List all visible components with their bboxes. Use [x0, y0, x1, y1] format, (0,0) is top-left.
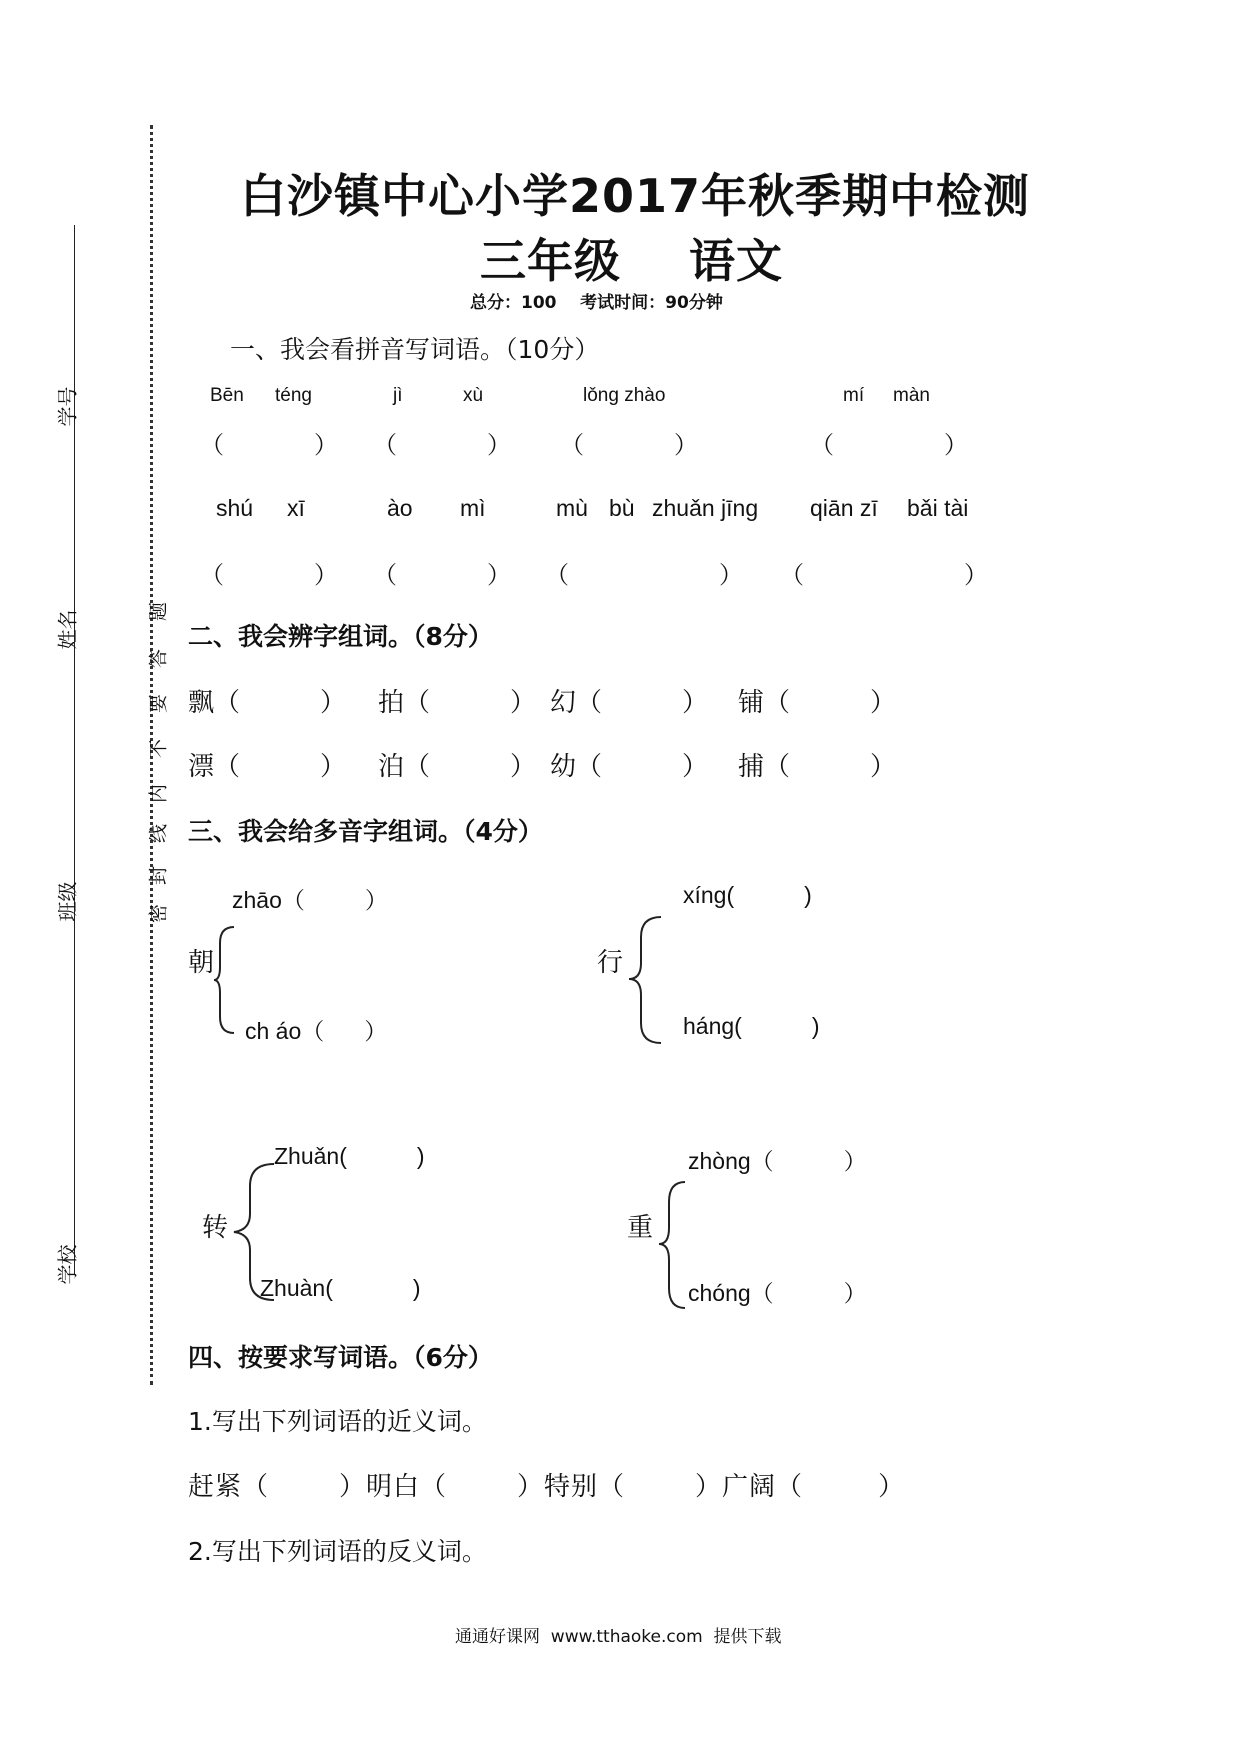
section3-title: 三、我会给多音字组词。（4分） — [188, 817, 543, 846]
name-label: 姓名 — [55, 609, 80, 650]
exam-title: 白沙镇中心小学2017年秋季期中检测 — [240, 169, 1031, 223]
char-item[interactable]: 泊（ ） — [378, 752, 537, 782]
binding-line — [74, 225, 75, 1275]
pinyin: xī — [287, 495, 305, 521]
answer-blank[interactable]: （ ） — [810, 431, 968, 459]
section2-title: 二、我会辨字组词。（8分） — [188, 622, 493, 651]
curly-brace — [657, 1180, 687, 1310]
warning-char: 线 — [147, 824, 170, 844]
polyphone-reading[interactable]: háng( ) — [683, 1013, 820, 1039]
polyphone-reading[interactable]: Zhuàn( ) — [260, 1275, 421, 1301]
char-item[interactable]: 幼（ ） — [550, 752, 709, 782]
pinyin: màn — [893, 385, 930, 406]
char-item[interactable]: 拍（ ） — [378, 688, 537, 718]
warning-char: 密 — [147, 904, 170, 924]
curly-brace — [627, 915, 663, 1045]
pinyin: jì — [393, 385, 403, 406]
char-item[interactable]: 捕（ ） — [738, 752, 897, 782]
polyphone-reading[interactable]: ch áo（ ） — [245, 1018, 388, 1044]
polyphone-char: 重 — [627, 1213, 654, 1243]
pinyin: mí — [843, 385, 865, 406]
answer-blank[interactable]: （ ） — [373, 561, 511, 589]
student-no-label: 学号 — [55, 386, 80, 427]
char-item[interactable]: 飘（ ） — [188, 688, 347, 718]
section1-title: 一、我会看拼音写词语。（10分） — [230, 335, 600, 364]
answer-blank[interactable]: （ ） — [373, 431, 511, 459]
answer-blank[interactable]: （ ） — [200, 431, 338, 459]
polyphone-reading[interactable]: chóng（ ） — [688, 1280, 867, 1306]
warning-char: 题 — [147, 602, 170, 622]
pinyin: xù — [463, 385, 484, 406]
footer-source: 通通好课网 www.tthaoke.com 提供下载 — [455, 1627, 782, 1647]
question-antonyms: 2.写出下列词语的反义词。 — [188, 1537, 487, 1566]
pinyin: bù — [609, 495, 635, 521]
synonym-row[interactable]: 赶紧（ ）明白（ ）特别（ ）广阔（ ） — [188, 1472, 906, 1502]
polyphone-reading[interactable]: xíng( ) — [683, 882, 812, 908]
school-label: 学校 — [55, 1244, 80, 1285]
pinyin: mì — [460, 495, 486, 521]
answer-blank[interactable]: （ ） — [545, 561, 743, 589]
polyphone-reading[interactable]: zhòng（ ） — [688, 1148, 867, 1174]
section4-title: 四、按要求写词语。（6分） — [188, 1343, 493, 1372]
char-item[interactable]: 铺（ ） — [738, 688, 897, 718]
exam-meta: 总分：100 考试时间：90分钟 — [470, 293, 723, 313]
curly-brace — [212, 925, 236, 1035]
warning-char: 内 — [147, 784, 170, 804]
warning-char: 不 — [147, 739, 170, 759]
pinyin: Bēn — [210, 385, 244, 406]
polyphone-reading[interactable]: zhāo（ ） — [232, 887, 388, 913]
class-label: 班级 — [55, 881, 80, 922]
question-synonyms: 1.写出下列词语的近义词。 — [188, 1407, 487, 1436]
exam-subtitle: 三年级 语文 — [480, 234, 784, 288]
answer-blank[interactable]: （ ） — [560, 431, 698, 459]
polyphone-char: 转 — [202, 1213, 229, 1243]
polyphone-reading[interactable]: Zhuǎn( ) — [274, 1143, 425, 1169]
answer-blank[interactable]: （ ） — [780, 561, 988, 589]
pinyin: zhuǎn jīng — [652, 495, 759, 521]
pinyin: téng — [275, 385, 312, 406]
pinyin: mù — [556, 495, 588, 521]
warning-char: 答 — [147, 649, 170, 669]
char-item[interactable]: 漂（ ） — [188, 752, 347, 782]
polyphone-char: 朝 — [188, 948, 215, 978]
warning-char: 封 — [147, 866, 170, 886]
pinyin: lǒng zhào — [583, 385, 666, 406]
pinyin: qiān zī — [810, 495, 878, 521]
answer-blank[interactable]: （ ） — [200, 561, 338, 589]
pinyin: bǎi tài — [907, 495, 969, 521]
warning-char: 要 — [147, 694, 170, 714]
pinyin: ào — [387, 495, 413, 521]
char-item[interactable]: 幻（ ） — [550, 688, 709, 718]
pinyin: shú — [216, 495, 254, 521]
polyphone-char: 行 — [597, 948, 624, 978]
